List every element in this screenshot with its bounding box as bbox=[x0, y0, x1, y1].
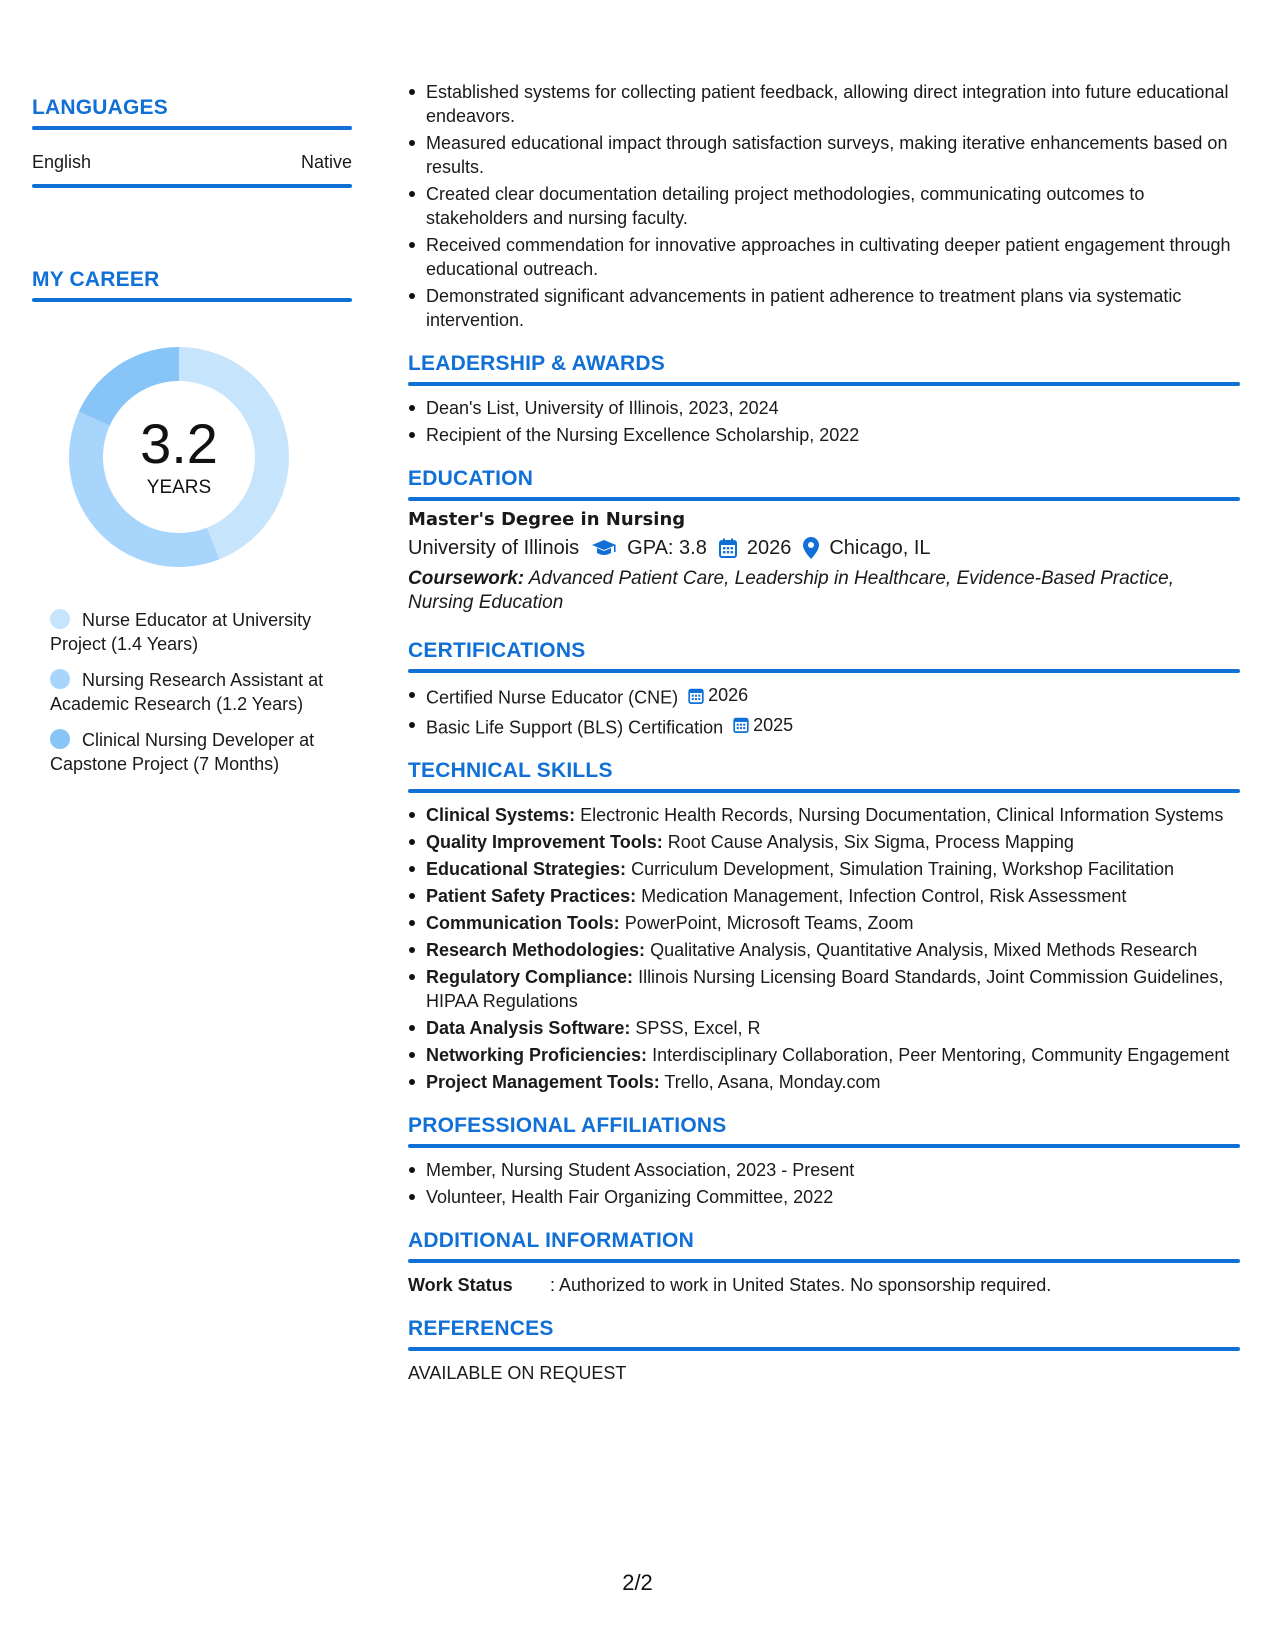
coursework-label: Coursework: bbox=[408, 568, 525, 589]
map-pin-icon bbox=[803, 537, 819, 559]
certification-item bbox=[408, 713, 1240, 740]
certification-name: Certified Nurse Educator (CNE) bbox=[426, 687, 679, 708]
affiliations-list bbox=[408, 1158, 1240, 1209]
language-level: Native bbox=[300, 152, 352, 172]
skill-item bbox=[408, 938, 1240, 962]
additional-info-divider bbox=[408, 1259, 1240, 1263]
skill-item bbox=[408, 803, 1240, 827]
skill-item bbox=[408, 857, 1240, 881]
skill-label: Educational Strategies: bbox=[426, 859, 627, 879]
calendar-icon bbox=[719, 538, 737, 558]
skill-value: Medication Management, Infection Control, Risk Assessment bbox=[641, 886, 1127, 906]
references-section bbox=[408, 1317, 1240, 1385]
leadership-item: Recipient of the Nursing Excellence Scholarship, 2022 bbox=[408, 423, 1240, 447]
coursework bbox=[408, 567, 1240, 615]
career-total-value: 3.2 bbox=[140, 412, 218, 475]
affiliation-item: Volunteer, Health Fair Organizing Committee, 2022 bbox=[408, 1185, 1240, 1209]
affiliation-item: Member, Nursing Student Association, 2023 - Present bbox=[408, 1158, 1240, 1182]
graduation-cap-icon bbox=[591, 539, 617, 557]
work-status-row bbox=[408, 1273, 1240, 1297]
school-location: Chicago, IL bbox=[829, 537, 931, 559]
career-divider bbox=[32, 298, 352, 302]
calendar-icon bbox=[733, 716, 749, 733]
additional-info-section bbox=[408, 1229, 1240, 1297]
certification-name: Basic Life Support (BLS) Certification bbox=[426, 717, 724, 737]
certifications-divider bbox=[408, 669, 1240, 673]
career-legend-item bbox=[50, 728, 350, 776]
references-heading: REFERENCES bbox=[408, 1317, 554, 1340]
legend-label: Nursing Research Assistant at Academic Research (1.2 Years) bbox=[50, 670, 324, 714]
skill-value: Electronic Health Records, Nursing Documentation, Clinical Information Systems bbox=[580, 805, 1224, 825]
skills-heading: TECHNICAL SKILLS bbox=[408, 759, 613, 782]
skill-value: Root Cause Analysis, Six Sigma, Process Mapping bbox=[667, 832, 1074, 852]
skill-label: Data Analysis Software: bbox=[426, 1018, 631, 1038]
skill-label: Communication Tools: bbox=[426, 913, 620, 933]
certification-year: 2026 bbox=[708, 685, 749, 705]
project-bullet: Demonstrated significant advancements in patient adherence to treatment plans via systematic intervention. bbox=[408, 284, 1240, 332]
donut-center bbox=[66, 344, 292, 570]
skill-item bbox=[408, 830, 1240, 854]
work-status-label: Work Status bbox=[408, 1275, 513, 1295]
skill-value: Interdisciplinary Collaboration, Peer Mentoring, Community Engagement bbox=[652, 1045, 1230, 1065]
certification-date bbox=[733, 713, 793, 737]
certification-item bbox=[408, 683, 1240, 710]
work-status-value: : Authorized to work in United States. No sponsorship required. bbox=[550, 1275, 1052, 1295]
languages-heading: LANGUAGES bbox=[32, 96, 168, 119]
leadership-item: Dean's List, University of Illinois, 2023, 2024 bbox=[408, 396, 1240, 420]
skill-label: Patient Safety Practices: bbox=[426, 886, 637, 906]
languages-divider bbox=[32, 126, 352, 130]
language-row bbox=[32, 152, 352, 173]
leadership-divider bbox=[408, 382, 1240, 386]
affiliations-divider bbox=[408, 1144, 1240, 1148]
main-content bbox=[408, 80, 1240, 1385]
affiliations-section bbox=[408, 1114, 1240, 1209]
career-donut-chart bbox=[66, 344, 292, 570]
skill-value: Illinois Nursing Licensing Board Standards, Joint Commission Guidelines, HIPAA Regulations bbox=[426, 967, 1224, 1011]
languages-bottom-divider bbox=[32, 184, 352, 188]
project-bullet-list bbox=[408, 80, 1240, 332]
additional-info-heading: ADDITIONAL INFORMATION bbox=[408, 1229, 694, 1252]
certification-year: 2025 bbox=[753, 714, 794, 735]
skills-list bbox=[408, 803, 1240, 1094]
legend-swatch bbox=[50, 729, 70, 749]
skill-item bbox=[408, 1016, 1240, 1040]
degree-title: Master's Degree in Nursing bbox=[408, 509, 686, 530]
certifications-list bbox=[408, 683, 1240, 739]
legend-swatch bbox=[50, 669, 70, 689]
certifications-section bbox=[408, 639, 1240, 739]
career-legend-item bbox=[50, 668, 350, 716]
graduation-year: 2026 bbox=[746, 537, 792, 559]
skill-label: Networking Proficiencies: bbox=[426, 1045, 648, 1065]
career-heading: MY CAREER bbox=[32, 268, 160, 291]
skill-item bbox=[408, 884, 1240, 908]
page-number: 2/2 bbox=[622, 1570, 653, 1595]
skill-value: Trello, Asana, Monday.com bbox=[664, 1072, 881, 1092]
skill-label: Research Methodologies: bbox=[426, 940, 646, 960]
school-name: University of Illinois bbox=[408, 537, 580, 559]
career-legend bbox=[50, 608, 350, 788]
legend-swatch bbox=[50, 609, 70, 629]
references-text: AVAILABLE ON REQUEST bbox=[408, 1363, 627, 1383]
legend-label: Nurse Educator at University Project (1.4 Years) bbox=[50, 610, 312, 654]
project-bullet: Received commendation for innovative approaches in cultivating deeper patient engagement through educational outreach. bbox=[408, 233, 1240, 281]
project-bullet: Created clear documentation detailing project methodologies, communicating outcomes to stakeholders and nursing faculty. bbox=[408, 182, 1240, 230]
skills-divider bbox=[408, 789, 1240, 793]
education-section bbox=[408, 467, 1240, 615]
certifications-heading: CERTIFICATIONS bbox=[408, 639, 586, 662]
leadership-list bbox=[408, 396, 1240, 447]
leadership-heading: LEADERSHIP & AWARDS bbox=[408, 352, 665, 375]
skill-item bbox=[408, 1043, 1240, 1067]
gpa: GPA: 3.8 bbox=[627, 537, 707, 559]
language-name: English bbox=[32, 152, 92, 172]
skill-item bbox=[408, 965, 1240, 1013]
education-divider bbox=[408, 497, 1240, 501]
project-bullet: Established systems for collecting patient feedback, allowing direct integration into future educational endeavors. bbox=[408, 80, 1240, 128]
skill-item bbox=[408, 911, 1240, 935]
legend-label: Clinical Nursing Developer at Capstone Project (7 Months) bbox=[50, 730, 315, 774]
skill-value: Curriculum Development, Simulation Training, Workshop Facilitation bbox=[631, 859, 1174, 879]
career-legend-item bbox=[50, 608, 350, 656]
affiliations-heading: PROFESSIONAL AFFILIATIONS bbox=[408, 1114, 727, 1137]
skill-label: Regulatory Compliance: bbox=[426, 967, 634, 987]
education-heading: EDUCATION bbox=[408, 467, 534, 490]
skill-label: Clinical Systems: bbox=[426, 805, 576, 825]
skill-item bbox=[408, 1070, 1240, 1094]
coursework-list: Advanced Patient Care, Leadership in Healthcare, Evidence-Based Practice, Nursing Education bbox=[408, 568, 1175, 613]
skill-label: Project Management Tools: bbox=[426, 1072, 660, 1092]
skills-section bbox=[408, 759, 1240, 1094]
project-bullet: Measured educational impact through satisfaction surveys, making iterative enhancements based on results. bbox=[408, 131, 1240, 179]
skill-value: Qualitative Analysis, Quantitative Analysis, Mixed Methods Research bbox=[650, 940, 1198, 960]
certification-date bbox=[688, 683, 748, 707]
skill-value: SPSS, Excel, R bbox=[635, 1018, 761, 1038]
references-divider bbox=[408, 1347, 1240, 1351]
education-meta bbox=[408, 533, 1240, 563]
leadership-section bbox=[408, 352, 1240, 447]
skill-label: Quality Improvement Tools: bbox=[426, 832, 663, 852]
calendar-icon bbox=[688, 687, 704, 704]
career-total-unit: YEARS bbox=[146, 477, 212, 498]
skill-value: PowerPoint, Microsoft Teams, Zoom bbox=[624, 913, 914, 933]
